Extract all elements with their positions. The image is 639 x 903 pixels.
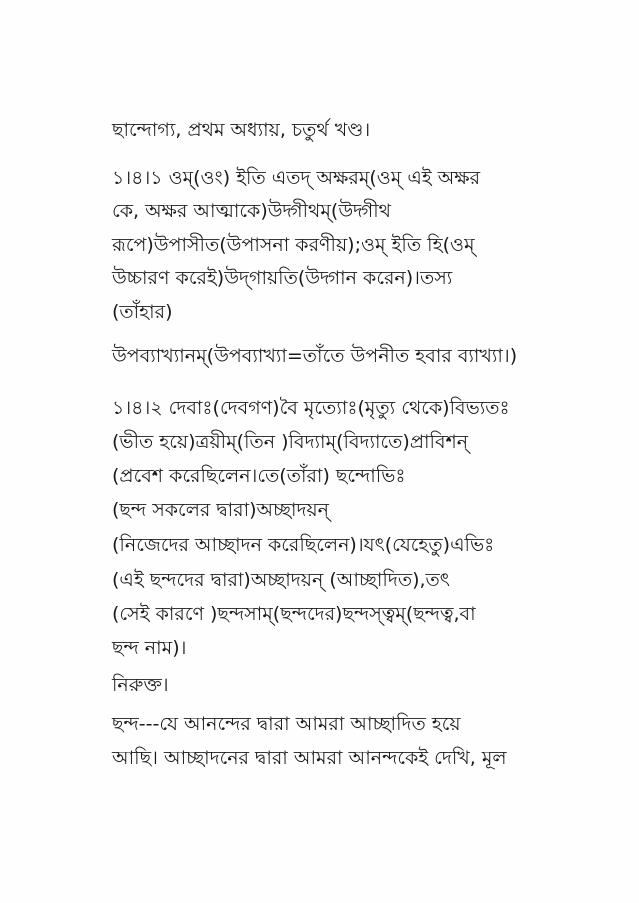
verse1-line: কে, অক্ষর আত্মাকে)উদ্গীথম্‌(উদ্গীথ [112, 200, 391, 222]
verse1-line: রূপে)উপাসীত(উপাসনা করণীয়);ওম্‌ ইতি হি(ওম্‌ [112, 234, 475, 256]
verse1-line: উচ্চারণ করেই)উদ্‌গায়তি(উদ্গান করেন)।তস্য [112, 267, 453, 289]
verse1-line: উপব্যাখ্যানম্‌(উপব্যাখ্যা=তাঁতে উপনীত হবার ব্যাখ্যা।) [112, 345, 518, 367]
verse2-line: ছন্দ নাম)। [112, 637, 187, 659]
verse2-line: (ভীত হয়ে)ত্রয়ীম্‌(তিন )বিদ্যাম্‌(বিদ্যাতে)প্রাবিশন্‌ [112, 431, 469, 453]
verse2-line: (প্রবেশ করেছিলেন।তে(তাঁরা) ছন্দোভিঃ [112, 465, 406, 487]
nirukta-line: আছি। আচ্ছাদনের দ্বারা আমরা আনন্দকেই দেখি, মূল [112, 747, 507, 769]
verse2-line: (ছন্দ সকলের দ্বারা)অচ্ছাদয়ন্‌ [112, 499, 329, 521]
verse2-line: (সেই কারণে )ছন্দসাম্‌(ছন্দদের)ছন্দস্ত্বম্‌(ছন্দত্ব,বা [112, 603, 476, 625]
verse2-line: (নিজেদের আচ্ছাদন করেছিলেন)।যৎ(যেহেতু)এভিঃ [112, 534, 495, 556]
heading: ছান্দোগ্য, প্রথম অধ্যায়, চতুর্থ খণ্ড। [112, 119, 371, 141]
verse2-line: ১।৪।২ দেবাঃ(দেবগণ)বৈ মৃত্যোঃ(মৃত্যু থেকে)বিভ্যতঃ [112, 397, 510, 419]
verse2-line: (এই ছন্দদের দ্বারা)অচ্ছাদয়ন্‌ (আচ্ছাদিত),তৎ [112, 569, 450, 591]
nirukta-heading: নিরুক্ত। [112, 674, 169, 696]
nirukta-line: ছন্দ---যে আনন্দের দ্বারা আমরা আচ্ছাদিত হয়ে [112, 713, 461, 735]
verse1-line: ১।৪।১ ওম্‌(ওং) ইতি এতদ্‌ অক্ষরম্‌(ওম্‌ এই অক্ষর [112, 167, 481, 189]
verse1-line: (তাঁহার) [112, 301, 173, 323]
